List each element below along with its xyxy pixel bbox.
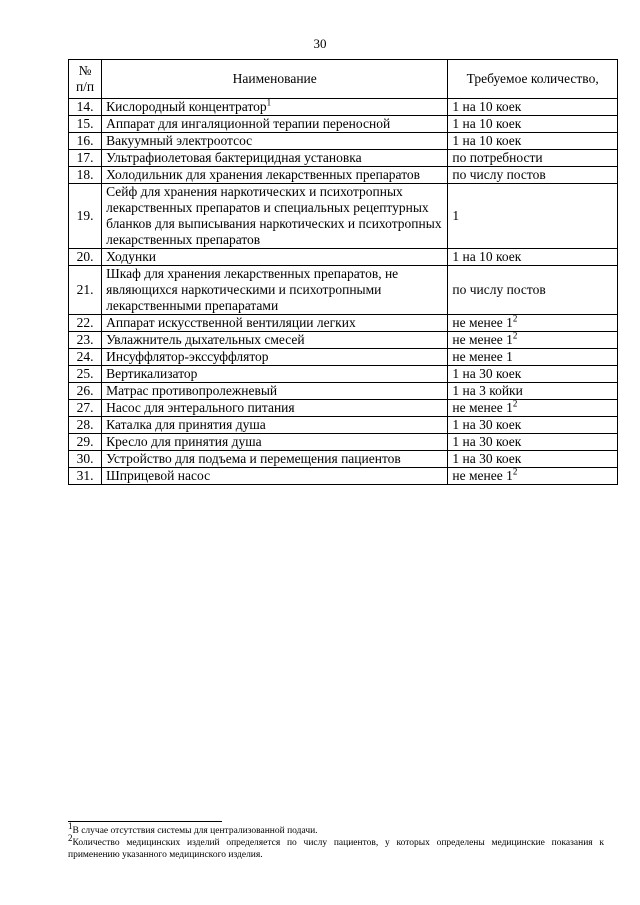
footnote-rule [68, 821, 222, 822]
row-quantity-text: 1 на 3 койки [452, 383, 523, 398]
row-quantity [448, 315, 618, 332]
row-number: 23. [69, 332, 102, 349]
row-name-text: Насос для энтерального питания [106, 400, 295, 415]
table-row [69, 383, 618, 400]
row-quantity-text: не менее 1 [452, 400, 513, 415]
row-number: 26. [69, 383, 102, 400]
row-quantity [448, 116, 618, 133]
row-quantity [448, 349, 618, 366]
row-number: 31. [69, 468, 102, 485]
row-quantity [448, 249, 618, 266]
row-name-text: Инсуффлятор-экссуффлятор [106, 349, 269, 364]
row-name [102, 332, 448, 349]
row-number: 29. [69, 434, 102, 451]
footnote-ref: 2 [512, 330, 518, 341]
row-number: 28. [69, 417, 102, 434]
footnotes [68, 821, 604, 861]
row-name-text: Кислородный концентратор [106, 99, 267, 114]
footnote-ref: 2 [512, 313, 518, 324]
row-name-text: Ультрафиолетовая бактерицидная установка [106, 150, 362, 165]
row-quantity-text: 1 на 30 коек [452, 417, 522, 432]
row-name-text: Шприцевой насос [106, 468, 211, 483]
equipment-table [68, 59, 618, 485]
row-quantity [448, 400, 618, 417]
row-quantity [448, 184, 618, 249]
row-quantity [448, 451, 618, 468]
page-number: 30 [313, 36, 327, 51]
table-row [69, 116, 618, 133]
row-name [102, 400, 448, 417]
row-number: 30. [69, 451, 102, 468]
row-number: 20. [69, 249, 102, 266]
header-quantity: Требуемое количество, [448, 60, 618, 99]
header-number: № п/п [69, 60, 102, 99]
row-quantity [448, 383, 618, 400]
table-row [69, 184, 618, 249]
footnote-ref: 1 [266, 97, 272, 108]
row-quantity-text: 1 [452, 208, 460, 223]
table-row [69, 249, 618, 266]
row-quantity [448, 266, 618, 315]
row-quantity-text: по числу постов [452, 282, 546, 297]
table-row [69, 167, 618, 184]
row-number: 17. [69, 150, 102, 167]
row-name [102, 434, 448, 451]
table-row [69, 332, 618, 349]
row-name [102, 468, 448, 485]
table-row [69, 417, 618, 434]
row-quantity [448, 332, 618, 349]
row-name-text: Аппарат для ингаляционной терапии переносной [106, 116, 391, 131]
table-row [69, 400, 618, 417]
table-row [69, 266, 618, 315]
footnote-text: Количество медицинских изделий определяется по числу пациентов, у которых определены медицинские показания к применению указанного медицинского изделия. [68, 838, 604, 860]
row-quantity [448, 133, 618, 150]
row-number: 27. [69, 400, 102, 417]
row-quantity-text: не менее 1 [452, 468, 513, 483]
row-quantity-text: 1 на 30 коек [452, 434, 522, 449]
row-name-text: Каталка для принятия душа [106, 417, 266, 432]
row-number: 16. [69, 133, 102, 150]
row-name-text: Сейф для хранения наркотических и психотропных лекарственных препаратов и специальных рецептурных бланков для выписывания наркотических и психотропных лекарственных препаратов [106, 184, 442, 247]
row-number: 25. [69, 366, 102, 383]
footnote-mark: 2 [68, 832, 73, 843]
row-quantity-text: 1 на 10 коек [452, 99, 522, 114]
row-name-text: Шкаф для хранения лекарственных препаратов, не являющихся наркотическими и психотропными лекарственными препаратами [106, 266, 399, 313]
row-name [102, 116, 448, 133]
row-quantity [448, 167, 618, 184]
row-number: 24. [69, 349, 102, 366]
table-row [69, 99, 618, 116]
table-row [69, 434, 618, 451]
row-quantity-text: 1 на 10 коек [452, 116, 522, 131]
footnote-2 [68, 832, 604, 861]
row-quantity-text: по числу постов [452, 167, 546, 182]
header-name: Наименование [102, 60, 448, 99]
row-quantity-text: не менее 1 [452, 349, 513, 364]
row-name [102, 150, 448, 167]
table-header-row [69, 60, 618, 99]
row-name-text: Ходунки [106, 249, 156, 264]
row-quantity [448, 417, 618, 434]
footnote-ref: 2 [512, 466, 518, 477]
table-row [69, 349, 618, 366]
row-quantity [448, 99, 618, 116]
row-quantity-text: по потребности [452, 150, 543, 165]
row-quantity-text: 1 на 30 коек [452, 366, 522, 381]
footnote-1 [68, 820, 604, 837]
row-quantity-text: не менее 1 [452, 332, 513, 347]
row-quantity-text: 1 на 30 коек [452, 451, 522, 466]
row-name-text: Вакуумный электроотсос [106, 133, 253, 148]
row-quantity-text: 1 на 10 коек [452, 133, 522, 148]
row-name-text: Холодильник для хранения лекарственных препаратов [106, 167, 421, 182]
footnote-ref: 2 [512, 398, 518, 409]
row-name [102, 383, 448, 400]
table-row [69, 468, 618, 485]
row-number: 21. [69, 266, 102, 315]
row-number: 18. [69, 167, 102, 184]
footnote-text: В случае отсутствия системы для централизованной подачи. [72, 826, 318, 836]
row-name [102, 99, 448, 116]
row-name [102, 366, 448, 383]
table-row [69, 150, 618, 167]
row-name-text: Аппарат искусственной вентиляции легких [106, 315, 356, 330]
row-quantity-text: 1 на 10 коек [452, 249, 522, 264]
row-quantity [448, 434, 618, 451]
row-number: 14. [69, 99, 102, 116]
row-name [102, 167, 448, 184]
row-name [102, 133, 448, 150]
row-name-text: Кресло для принятия душа [106, 434, 262, 449]
row-quantity-text: не менее 1 [452, 315, 513, 330]
row-name-text: Матрас противопролежневый [106, 383, 278, 398]
table-row [69, 133, 618, 150]
row-name [102, 417, 448, 434]
row-quantity [448, 468, 618, 485]
footnote-mark: 1 [68, 820, 73, 831]
row-name [102, 266, 448, 315]
table-body [69, 99, 618, 485]
row-number: 15. [69, 116, 102, 133]
row-name [102, 315, 448, 332]
row-number: 19. [69, 184, 102, 249]
table-row [69, 451, 618, 468]
table-row [69, 366, 618, 383]
row-name-text: Устройство для подъема и перемещения пациентов [106, 451, 401, 466]
row-name [102, 349, 448, 366]
table-row [69, 315, 618, 332]
row-quantity [448, 150, 618, 167]
row-name [102, 249, 448, 266]
row-name-text: Вертикализатор [106, 366, 198, 381]
row-name [102, 184, 448, 249]
row-name-text: Увлажнитель дыхательных смесей [106, 332, 305, 347]
row-name [102, 451, 448, 468]
row-quantity [448, 366, 618, 383]
row-number: 22. [69, 315, 102, 332]
